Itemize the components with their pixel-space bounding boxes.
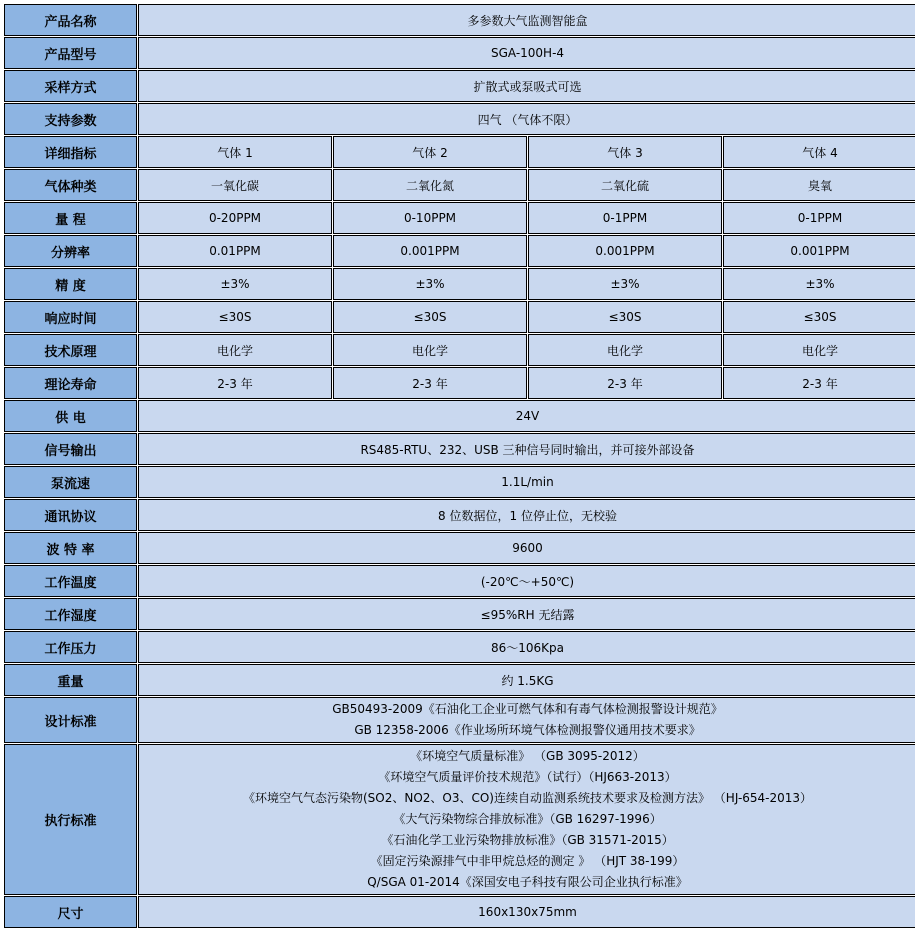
table-row xyxy=(4,433,915,465)
row-label: 支持参数 xyxy=(4,103,137,135)
spec-value-cell: 扩散式或泵吸式可选 xyxy=(138,70,915,102)
spec-value-cell: RS485-RTU、232、USB 三种信号同时输出，并可接外部设备 xyxy=(138,433,915,465)
spec-value-cell: ≤30S xyxy=(138,301,332,333)
table-row xyxy=(4,697,915,743)
spec-value-cell: 电化学 xyxy=(528,334,722,366)
standard-line: Q/SGA 01-2014《深国安电子科技有限公司企业执行标准》 xyxy=(367,875,688,889)
spec-value-cell: 0.001PPM xyxy=(723,235,915,267)
standard-line: 《环境空气质量标准》 （GB 3095-2012） xyxy=(410,749,645,763)
row-label: 尺寸 xyxy=(4,896,137,928)
spec-value-cell: ≤30S xyxy=(528,301,722,333)
table-row xyxy=(4,565,915,597)
standard-line: 《环境空气气态污染物(SO2、NO2、O3、CO)连续自动监测系统技术要求及检测方法》 （HJ-654-2013） xyxy=(242,791,813,805)
spec-value-cell: 气体 1 xyxy=(138,136,332,168)
table-row xyxy=(4,896,915,928)
spec-value-cell: 一氧化碳 xyxy=(138,169,332,201)
table-row xyxy=(4,400,915,432)
row-label: 通讯协议 xyxy=(4,499,137,531)
spec-value-cell: ±3% xyxy=(528,268,722,300)
spec-value-cell: 9600 xyxy=(138,532,915,564)
row-label: 采样方式 xyxy=(4,70,137,102)
spec-multiline-cell xyxy=(138,697,915,743)
standard-line: 《固定污染源排气中非甲烷总烃的测定 》 （HJT 38-199） xyxy=(370,854,685,868)
table-row xyxy=(4,103,915,135)
spec-value-cell: 四气 （气体不限） xyxy=(138,103,915,135)
table-row xyxy=(4,4,915,36)
standard-line: GB 12358-2006《作业场所环境气体检测报警仪通用技术要求》 xyxy=(354,723,701,737)
spec-multiline-cell xyxy=(138,744,915,895)
row-label: 响应时间 xyxy=(4,301,137,333)
table-row xyxy=(4,334,915,366)
standard-line: 《大气污染物综合排放标准》（GB 16297-1996） xyxy=(393,812,662,826)
spec-value-cell: 0-1PPM xyxy=(723,202,915,234)
row-label: 供 电 xyxy=(4,400,137,432)
spec-value-cell: ±3% xyxy=(138,268,332,300)
spec-value-cell: 电化学 xyxy=(723,334,915,366)
spec-value-cell: 2-3 年 xyxy=(723,367,915,399)
row-label: 技术原理 xyxy=(4,334,137,366)
table-row xyxy=(4,169,915,201)
row-label: 执行标准 xyxy=(4,744,137,895)
standard-line: GB50493-2009《石油化工企业可燃气体和有毒气体检测报警设计规范》 xyxy=(332,702,723,716)
spec-value-cell: 电化学 xyxy=(333,334,527,366)
table-row xyxy=(4,631,915,663)
row-label: 泵流速 xyxy=(4,466,137,498)
spec-table-body xyxy=(4,4,915,928)
spec-value-cell: 8 位数据位，1 位停止位，无校验 xyxy=(138,499,915,531)
table-row xyxy=(4,367,915,399)
spec-value-cell: SGA-100H-4 xyxy=(138,37,915,69)
row-label: 工作压力 xyxy=(4,631,137,663)
table-row xyxy=(4,499,915,531)
spec-value-cell: 0-1PPM xyxy=(528,202,722,234)
table-row xyxy=(4,70,915,102)
spec-value-cell: (-20℃～+50℃) xyxy=(138,565,915,597)
row-label: 波 特 率 xyxy=(4,532,137,564)
spec-value-cell: ±3% xyxy=(333,268,527,300)
spec-value-cell: ±3% xyxy=(723,268,915,300)
spec-value-cell: ≤30S xyxy=(333,301,527,333)
spec-value-cell: 1.1L/min xyxy=(138,466,915,498)
spec-value-cell: 气体 3 xyxy=(528,136,722,168)
spec-value-cell: ≤95%RH 无结露 xyxy=(138,598,915,630)
table-row xyxy=(4,744,915,895)
spec-value-cell: 多参数大气监测智能盒 xyxy=(138,4,915,36)
spec-value-cell: 二氧化硫 xyxy=(528,169,722,201)
standard-line: 《石油化学工业污染物排放标准》（GB 31571-2015） xyxy=(381,833,674,847)
spec-value-cell: 2-3 年 xyxy=(138,367,332,399)
row-label: 理论寿命 xyxy=(4,367,137,399)
row-label: 气体种类 xyxy=(4,169,137,201)
row-label: 精 度 xyxy=(4,268,137,300)
row-label: 重量 xyxy=(4,664,137,696)
table-row xyxy=(4,301,915,333)
table-row xyxy=(4,136,915,168)
spec-value-cell: 气体 2 xyxy=(333,136,527,168)
spec-value-cell: 臭氧 xyxy=(723,169,915,201)
row-label: 工作湿度 xyxy=(4,598,137,630)
spec-value-cell: 二氧化氮 xyxy=(333,169,527,201)
spec-value-cell: 24V xyxy=(138,400,915,432)
table-row xyxy=(4,466,915,498)
spec-value-cell: 0.001PPM xyxy=(528,235,722,267)
row-label: 详细指标 xyxy=(4,136,137,168)
spec-value-cell: 0.01PPM xyxy=(138,235,332,267)
row-label: 工作温度 xyxy=(4,565,137,597)
spec-value-cell: 电化学 xyxy=(138,334,332,366)
spec-value-cell: 2-3 年 xyxy=(333,367,527,399)
row-label: 产品名称 xyxy=(4,4,137,36)
spec-value-cell: 0.001PPM xyxy=(333,235,527,267)
spec-value-cell: 0-20PPM xyxy=(138,202,332,234)
spec-value-cell: 160x130x75mm xyxy=(138,896,915,928)
table-row xyxy=(4,598,915,630)
row-label: 信号输出 xyxy=(4,433,137,465)
table-row xyxy=(4,532,915,564)
table-row xyxy=(4,235,915,267)
table-row xyxy=(4,664,915,696)
spec-value-cell: 约 1.5KG xyxy=(138,664,915,696)
row-label: 产品型号 xyxy=(4,37,137,69)
spec-value-cell: 2-3 年 xyxy=(528,367,722,399)
table-row xyxy=(4,202,915,234)
product-spec-table xyxy=(3,3,915,929)
spec-value-cell: 气体 4 xyxy=(723,136,915,168)
spec-value-cell: ≤30S xyxy=(723,301,915,333)
spec-value-cell: 86～106Kpa xyxy=(138,631,915,663)
row-label: 设计标准 xyxy=(4,697,137,743)
table-row xyxy=(4,268,915,300)
standard-line: 《环境空气质量评价技术规范》（试行）（HJ663-2013） xyxy=(378,770,677,784)
table-row xyxy=(4,37,915,69)
row-label: 量 程 xyxy=(4,202,137,234)
spec-value-cell: 0-10PPM xyxy=(333,202,527,234)
row-label: 分辨率 xyxy=(4,235,137,267)
